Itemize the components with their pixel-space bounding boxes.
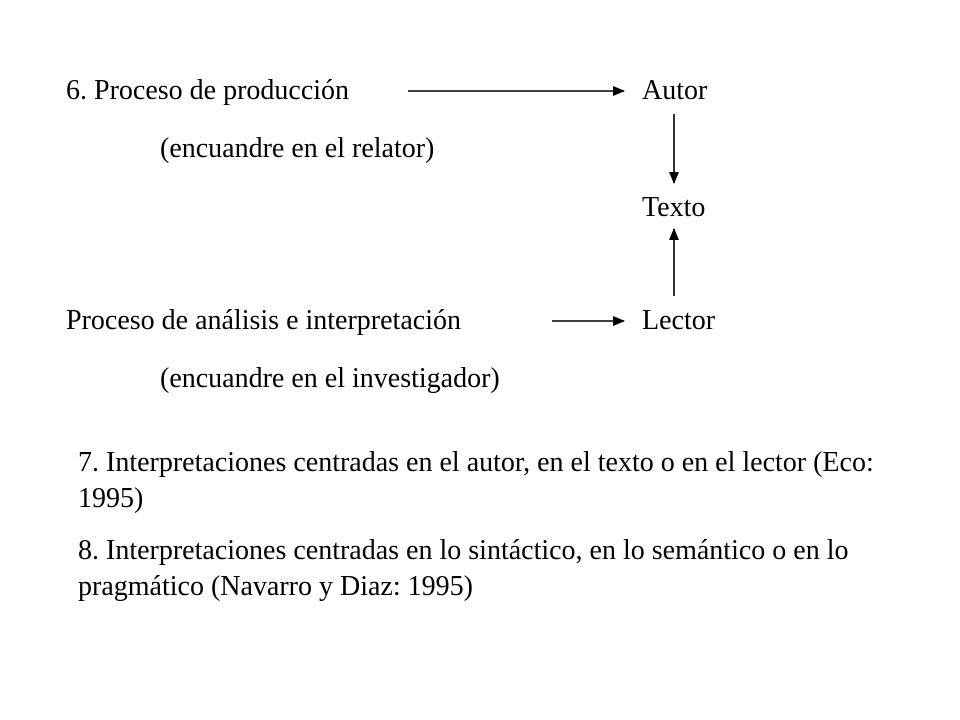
production-process-label: 6. Proceso de producción bbox=[66, 75, 350, 106]
point-7-paragraph: 7. Interpretaciones centradas en el autor, en el texto o en el lector (Eco: 1995) bbox=[78, 447, 874, 514]
point-8-paragraph: 8. Interpretaciones centradas en lo sintáctico, en lo semántico o en lo pragmático (Navarro y Diaz: 1995) bbox=[78, 535, 849, 602]
analysis-process-subtitle: (encuandre en el investigador) bbox=[160, 363, 500, 394]
text-node: Texto bbox=[642, 192, 706, 223]
author-node: Autor bbox=[642, 75, 708, 106]
analysis-process-label: Proceso de análisis e interpretación bbox=[66, 305, 461, 336]
reader-node: Lector bbox=[642, 305, 716, 336]
production-process-subtitle: (encuandre en el relator) bbox=[160, 133, 435, 164]
